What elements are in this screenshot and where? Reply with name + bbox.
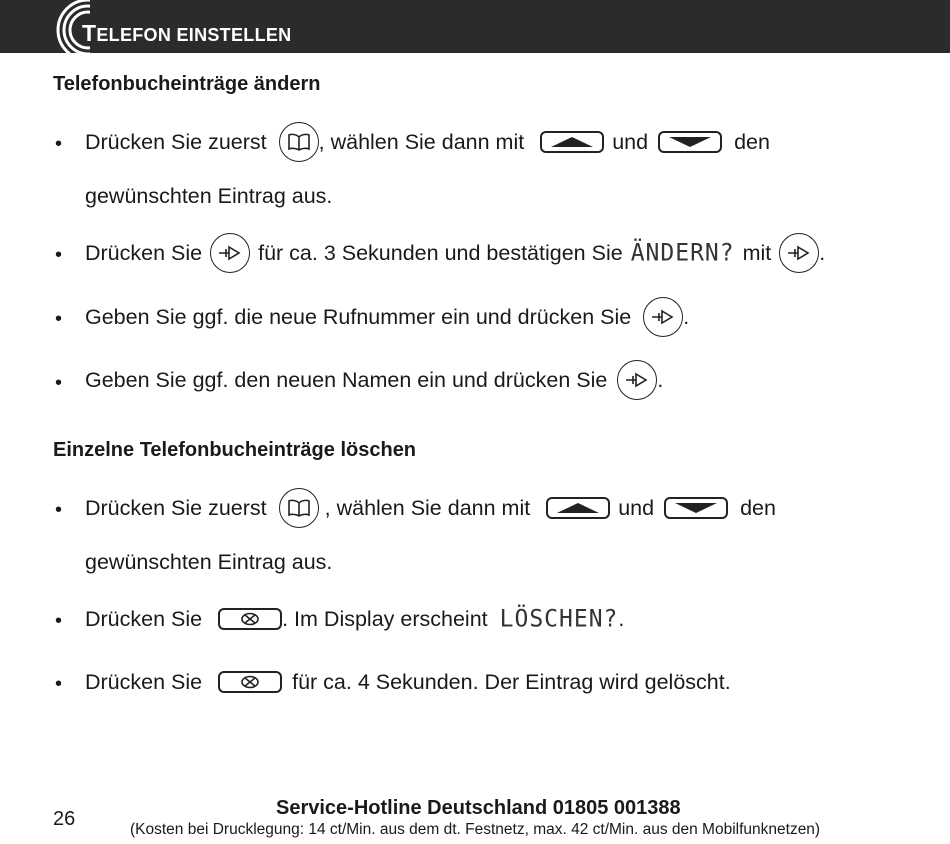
arrow-down-key-icon: [658, 131, 722, 153]
menu-ok-key-icon: [779, 233, 819, 273]
cost-note: (Kosten bei Drucklegung: 14 ct/Min. aus dem dt. Festnetz, max. 42 ct/Min. aus den Mobilfunknetzen): [130, 821, 821, 838]
instruction-line: Drücken Sie zuerst , wählen Sie dann mit und den: [85, 486, 776, 530]
bullet-marker: •: [55, 308, 63, 330]
instruction-line: Drücken Sie für ca. 3 Sekunden und bestätigen Sie ÄNDERN? mit .: [85, 231, 825, 275]
arrow-up-key-icon: [540, 131, 604, 153]
phonebook-key-icon: [279, 122, 319, 162]
display-text-andern: ÄNDERN?: [630, 239, 735, 267]
arrow-down-key-icon: [664, 497, 728, 519]
delete-key-icon: [218, 608, 282, 630]
display-text-loschen: LÖSCHEN?: [499, 605, 619, 633]
instruction-line: Drücken Sie . Im Display erscheint LÖSCHEN? .: [85, 605, 625, 633]
instruction-line: Geben Sie ggf. den neuen Namen ein und drücken Sie .: [85, 358, 663, 402]
instruction-line: Drücken Sie zuerst , wählen Sie dann mit und den: [85, 120, 770, 164]
bullet-marker: •: [55, 499, 63, 521]
instruction-line-continued: gewünschten Eintrag aus.: [85, 183, 333, 208]
instruction-line: Geben Sie ggf. die neue Rufnummer ein und drücken Sie .: [85, 295, 689, 339]
menu-ok-key-icon: [643, 297, 683, 337]
page-section-title: TELEFON EINSTELLEN: [82, 20, 292, 46]
bullet-marker: •: [55, 133, 63, 155]
instruction-line-continued: gewünschten Eintrag aus.: [85, 549, 333, 574]
bullet-marker: •: [55, 372, 63, 394]
phonebook-key-icon: [279, 488, 319, 528]
arrow-up-key-icon: [546, 497, 610, 519]
menu-ok-key-icon: [210, 233, 250, 273]
instruction-line: Drücken Sie für ca. 4 Sekunden. Der Eintrag wird gelöscht.: [85, 669, 731, 694]
header-bar: [0, 0, 950, 53]
service-hotline: Service-Hotline Deutschland 01805 001388: [276, 797, 681, 819]
bullet-marker: •: [55, 610, 63, 632]
delete-key-icon: [218, 671, 282, 693]
bullet-marker: •: [55, 244, 63, 266]
bullet-marker: •: [55, 673, 63, 695]
page-number: 26: [53, 808, 76, 830]
section-heading-delete-entries: Einzelne Telefonbucheinträge löschen: [53, 439, 417, 461]
section-heading-change-entries: Telefonbucheinträge ändern: [53, 73, 321, 95]
menu-ok-key-icon: [617, 360, 657, 400]
